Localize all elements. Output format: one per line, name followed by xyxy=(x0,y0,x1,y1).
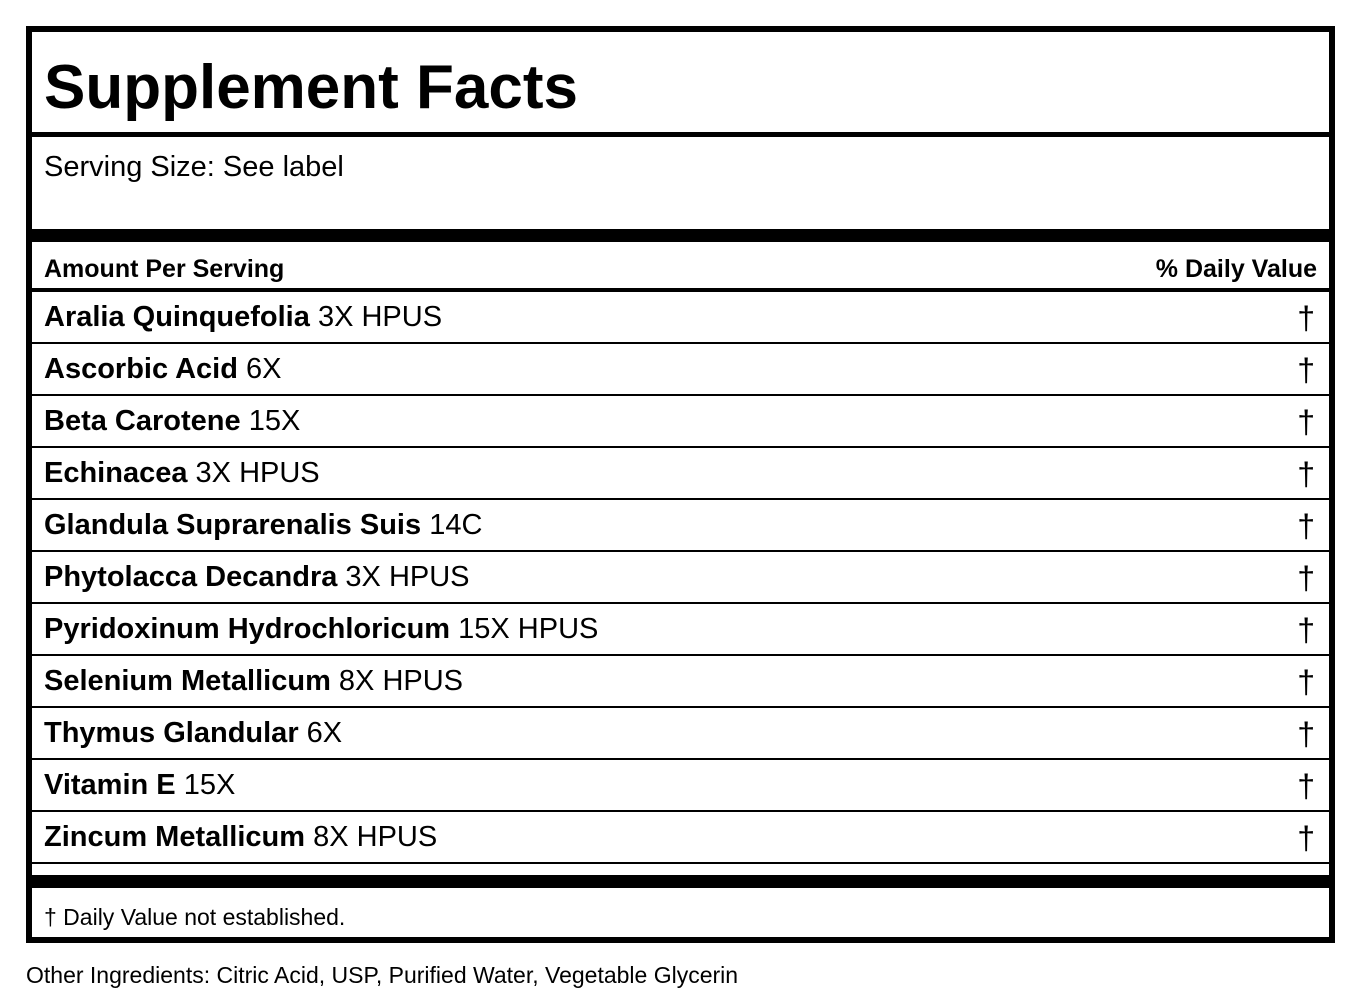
ingredient-potency: 15X xyxy=(248,405,301,437)
ingredient-name: Beta Carotene xyxy=(44,405,241,437)
serving-block xyxy=(32,137,1329,229)
daily-value-mark: † xyxy=(1297,560,1315,596)
ingredient-label xyxy=(44,559,470,595)
daily-value-mark: † xyxy=(1297,716,1315,752)
ingredient-name: Ascorbic Acid xyxy=(44,353,238,385)
ingredient-label xyxy=(44,455,320,491)
other-ingredients: Other Ingredients: Citric Acid, USP, Purified Water, Vegetable Glycerin xyxy=(26,962,739,988)
ingredient-potency: 15X xyxy=(183,769,236,801)
table-row xyxy=(32,500,1329,552)
ingredient-label xyxy=(44,299,442,335)
table-row xyxy=(32,344,1329,396)
daily-value-footnote: † Daily Value not established. xyxy=(44,904,346,930)
daily-value-mark: † xyxy=(1297,612,1315,648)
ingredient-name: Glandula Suprarenalis Suis xyxy=(44,509,422,541)
ingredient-name: Selenium Metallicum xyxy=(44,665,331,697)
daily-value-mark: † xyxy=(1297,456,1315,492)
table-row xyxy=(32,292,1329,344)
ingredient-label xyxy=(44,715,342,751)
daily-value-mark: † xyxy=(1297,404,1315,440)
daily-value-mark: † xyxy=(1297,300,1315,336)
ingredient-label xyxy=(44,767,235,803)
title-block xyxy=(32,32,1329,137)
ingredient-name: Thymus Glandular xyxy=(44,717,299,749)
table-row xyxy=(32,552,1329,604)
table-header xyxy=(32,242,1329,292)
ingredient-potency: 3X HPUS xyxy=(195,457,320,489)
ingredient-label xyxy=(44,351,281,387)
table-row xyxy=(32,708,1329,760)
ingredient-potency: 15X HPUS xyxy=(458,613,599,645)
amount-per-serving-header: Amount Per Serving xyxy=(44,255,285,283)
panel-title: Supplement Facts xyxy=(44,53,578,122)
thick-divider-top xyxy=(32,229,1329,242)
supplement-facts-panel xyxy=(26,26,1335,943)
ingredient-potency: 6X xyxy=(246,353,282,385)
ingredient-label xyxy=(44,663,463,699)
ingredient-potency: 14C xyxy=(429,509,483,541)
ingredient-potency: 3X HPUS xyxy=(345,561,470,593)
table-row xyxy=(32,604,1329,656)
daily-value-mark: † xyxy=(1297,664,1315,700)
table-row xyxy=(32,812,1329,864)
ingredient-name: Aralia Quinquefolia xyxy=(44,301,310,333)
ingredient-name: Pyridoxinum Hydrochloricum xyxy=(44,613,451,645)
daily-value-mark: † xyxy=(1297,508,1315,544)
table-row xyxy=(32,448,1329,500)
ingredient-potency: 8X HPUS xyxy=(313,821,438,853)
table-row xyxy=(32,760,1329,812)
ingredient-name: Vitamin E xyxy=(44,769,176,801)
ingredient-name: Zincum Metallicum xyxy=(44,821,306,853)
serving-size: Serving Size: See label xyxy=(44,151,344,183)
ingredient-rows xyxy=(32,292,1329,864)
ingredient-name: Phytolacca Decandra xyxy=(44,561,338,593)
daily-value-header: % Daily Value xyxy=(1155,255,1317,283)
ingredient-potency: 8X HPUS xyxy=(338,665,464,697)
ingredient-potency: 6X xyxy=(306,717,343,749)
thick-divider-bottom xyxy=(32,875,1329,888)
ingredient-label xyxy=(44,611,598,647)
daily-value-mark: † xyxy=(1297,352,1315,388)
table-row xyxy=(32,396,1329,448)
ingredient-potency: 3X HPUS xyxy=(317,301,443,333)
ingredient-name: Echinacea xyxy=(44,457,188,489)
table-row xyxy=(32,656,1329,708)
ingredient-label xyxy=(44,819,437,855)
ingredient-label xyxy=(44,507,482,543)
daily-value-mark: † xyxy=(1297,768,1315,804)
ingredient-label xyxy=(44,403,300,439)
daily-value-mark: † xyxy=(1297,820,1315,856)
